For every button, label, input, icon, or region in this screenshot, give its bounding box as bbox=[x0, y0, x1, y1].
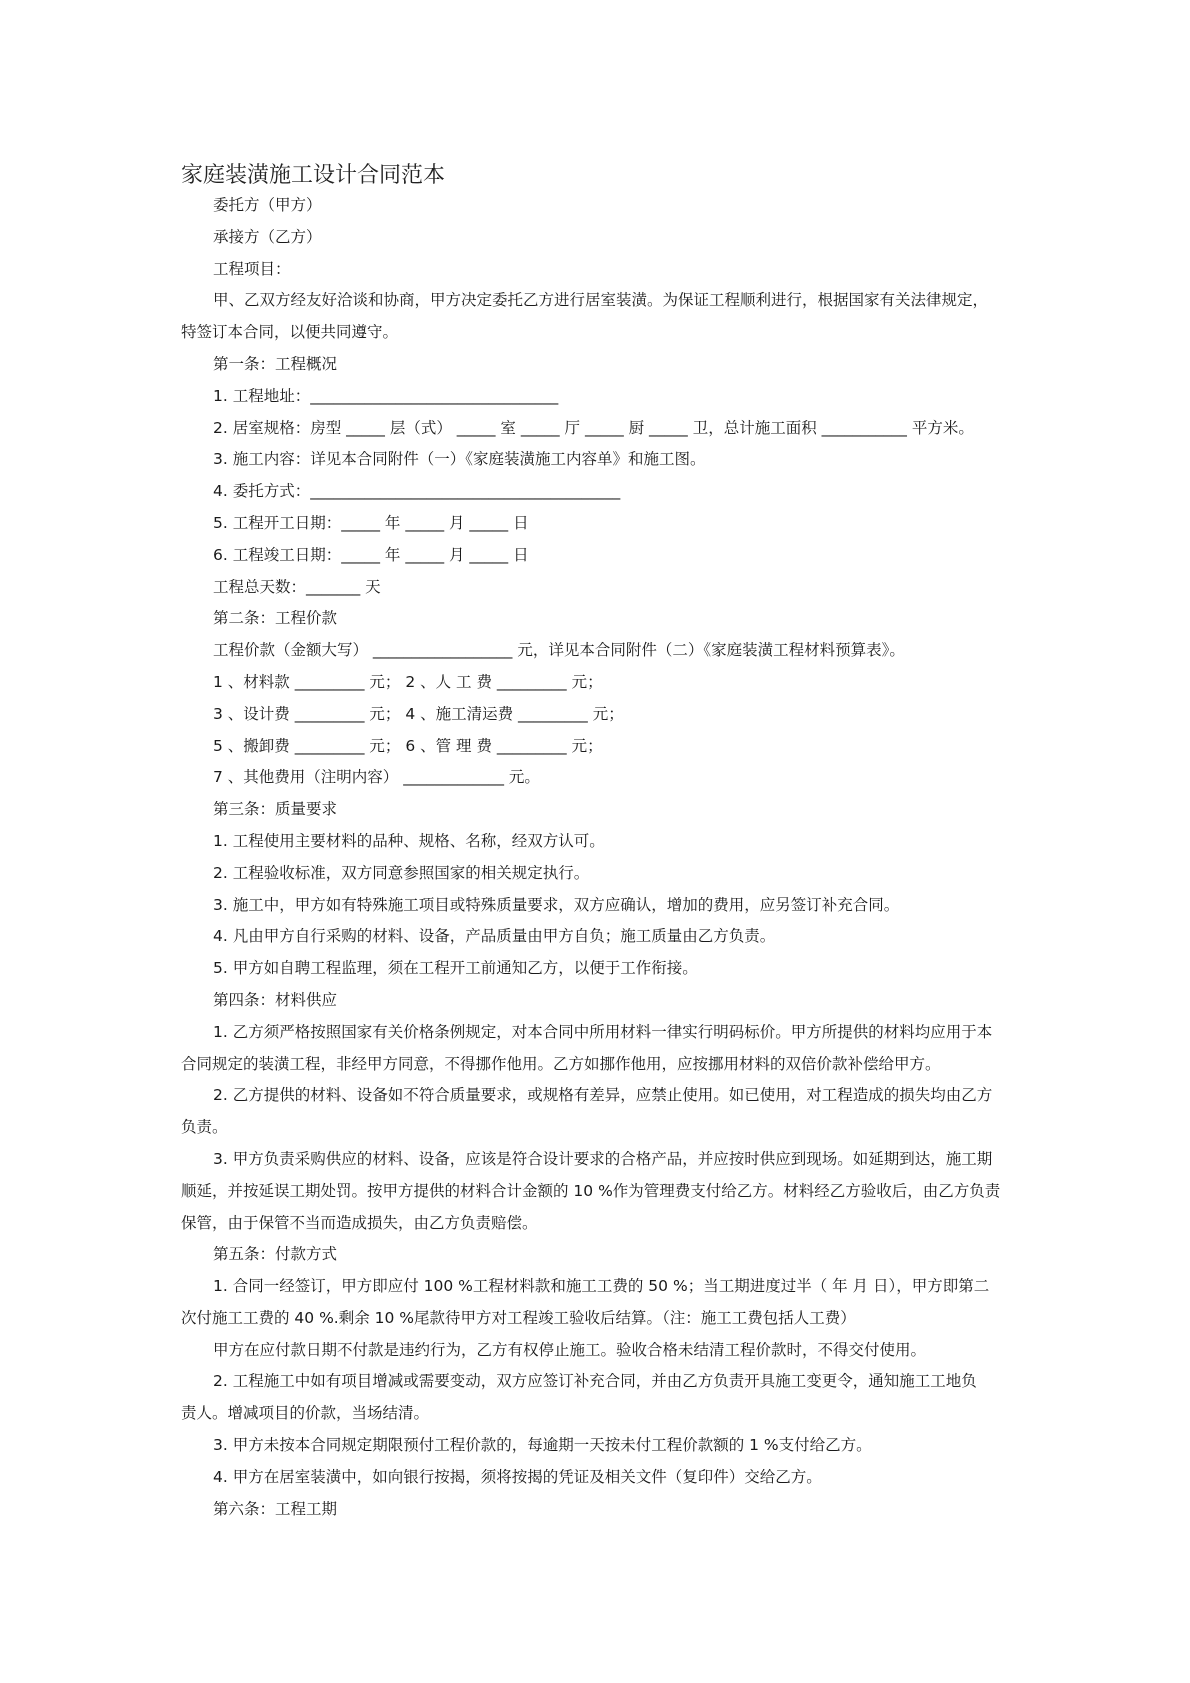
text-line: 顺延，并按延误工期处罚。按甲方提供的材料合计金额的 10 %作为管理费支付给乙方。材料经乙方验收后，由乙方负责 bbox=[181, 1181, 1001, 1200]
text-line: 3. 施工内容：详见本合同附件（一）《家庭装潢施工内容单》和施工图。 bbox=[213, 450, 706, 469]
section-heading: 第三条：质量要求 bbox=[213, 800, 338, 819]
section-heading: 第四条：材料供应 bbox=[213, 990, 338, 1009]
text-line: 2. 工程验收标准，双方同意参照国家的相关规定执行。 bbox=[213, 863, 590, 882]
text-line: 次付施工工费的 40 %.剩余 10 %尾款待甲方对工程竣工验收后结算。（注：施工工费包括人工费） bbox=[181, 1308, 856, 1327]
section-heading: 第五条：付款方式 bbox=[213, 1245, 338, 1264]
section-heading: 第一条：工程概况 bbox=[213, 354, 338, 373]
text-line: 工程价款（金额大写） __________________ 元，详见本合同附件（二）《家庭装潢工程材料预算表》。 bbox=[213, 641, 905, 660]
text-line: 1. 工程地址：________________________________ bbox=[213, 386, 559, 405]
text-line: 1. 乙方须严格按照国家有关价格条例规定，对本合同中所用材料一律实行明码标价。甲方所提供的材料均应用于本 bbox=[213, 1022, 993, 1041]
text-line: 3 、设计费 _________ 元； 4 、施工清运费 _________ 元； bbox=[213, 704, 624, 723]
text-line: 4. 委托方式：________________________________________ bbox=[213, 482, 621, 501]
text-line: 5. 甲方如自聘工程监理，须在工程开工前通知乙方，以便于工作衔接。 bbox=[213, 959, 698, 978]
text-line: 委托方（甲方） bbox=[213, 196, 322, 214]
text-line: 2. 乙方提供的材料、设备如不符合质量要求，或规格有差异，应禁止使用。如已使用，对工程造成的损失均由乙方 bbox=[213, 1086, 993, 1105]
text-line: 1. 合同一经签订，甲方即应付 100 %工程材料款和施工工费的 50 %；当工期进度过半（ 年 月 日），甲方即第二 bbox=[213, 1277, 990, 1296]
text-line: 合同规定的装潢工程，非经甲方同意，不得挪作他用。乙方如挪作他用，应按挪用材料的双倍价款补偿给甲方。 bbox=[181, 1054, 941, 1073]
text-line: 甲方在应付款日期不付款是违约行为，乙方有权停止施工。验收合格未结清工程价款时，不得交付使用。 bbox=[213, 1340, 927, 1359]
text-line: 2. 工程施工中如有项目增减或需要变动，双方应签订补充合同，并由乙方负责开具施工变更令，通知施工工地负 bbox=[213, 1372, 977, 1391]
text-line: 甲、乙双方经友好洽谈和协商，甲方决定委托乙方进行居室装潢。为保证工程顺利进行，根据国家有关法律规定， bbox=[213, 291, 989, 310]
text-line: 4. 凡由甲方自行采购的材料、设备，产品质量由甲方自负；施工质量由乙方负责。 bbox=[213, 927, 776, 946]
text-line: 责人。增减项目的价款，当场结清。 bbox=[181, 1404, 430, 1423]
text-line: 4. 甲方在居室装潢中，如向银行按揭，须将按揭的凭证及相关文件（复印件）交给乙方。 bbox=[213, 1467, 822, 1486]
text-line: 承接方（乙方） bbox=[213, 227, 322, 246]
text-line: 工程项目： bbox=[213, 259, 291, 278]
section-heading: 第二条：工程价款 bbox=[213, 609, 338, 628]
section-heading: 第六条：工程工期 bbox=[213, 1499, 338, 1518]
document-title: 家庭装潢施工设计合同范本 bbox=[181, 163, 446, 188]
text-line: 2. 居室规格：房型 _____ 层（式） _____ 室 _____ 厅 _____ 厨 _____ 卫，总计施工面积 ___________ 平方米。 bbox=[213, 418, 974, 437]
text-line: 5 、搬卸费 _________ 元； 6 、管 理 费 _________ 元； bbox=[213, 736, 603, 755]
text-line: 6. 工程竣工日期：_____ 年 _____ 月 _____ 日 bbox=[213, 545, 529, 564]
text-line: 3. 甲方负责采购供应的材料、设备，应该是符合设计要求的合格产品，并应按时供应到现场。如延期到达，施工期 bbox=[213, 1149, 993, 1168]
text-line: 7 、其他费用（注明内容） _____________ 元。 bbox=[213, 768, 540, 787]
document-body bbox=[181, 190, 1021, 1525]
text-line: 1. 工程使用主要材料的品种、规格、名称，经双方认可。 bbox=[213, 831, 605, 850]
text-line: 5. 工程开工日期：_____ 年 _____ 月 _____ 日 bbox=[213, 513, 529, 532]
text-line: 保管，由于保管不当而造成损失，由乙方负责赔偿。 bbox=[181, 1213, 538, 1232]
text-line: 工程总天数：_______ 天 bbox=[213, 577, 381, 596]
text-line: 1 、材料款 _________ 元； 2 、人 工 费 _________ 元； bbox=[213, 672, 603, 691]
text-line: 特签订本合同，以便共同遵守。 bbox=[181, 323, 399, 342]
text-line: 3. 甲方未按本合同规定期限预付工程价款的，每逾期一天按未付工程价款额的 1 %支付给乙方。 bbox=[213, 1436, 872, 1455]
text-line: 3. 施工中，甲方如有特殊施工项目或特殊质量要求，双方应确认，增加的费用，应另签订补充合同。 bbox=[213, 895, 900, 914]
text-line: 负责。 bbox=[181, 1118, 228, 1137]
